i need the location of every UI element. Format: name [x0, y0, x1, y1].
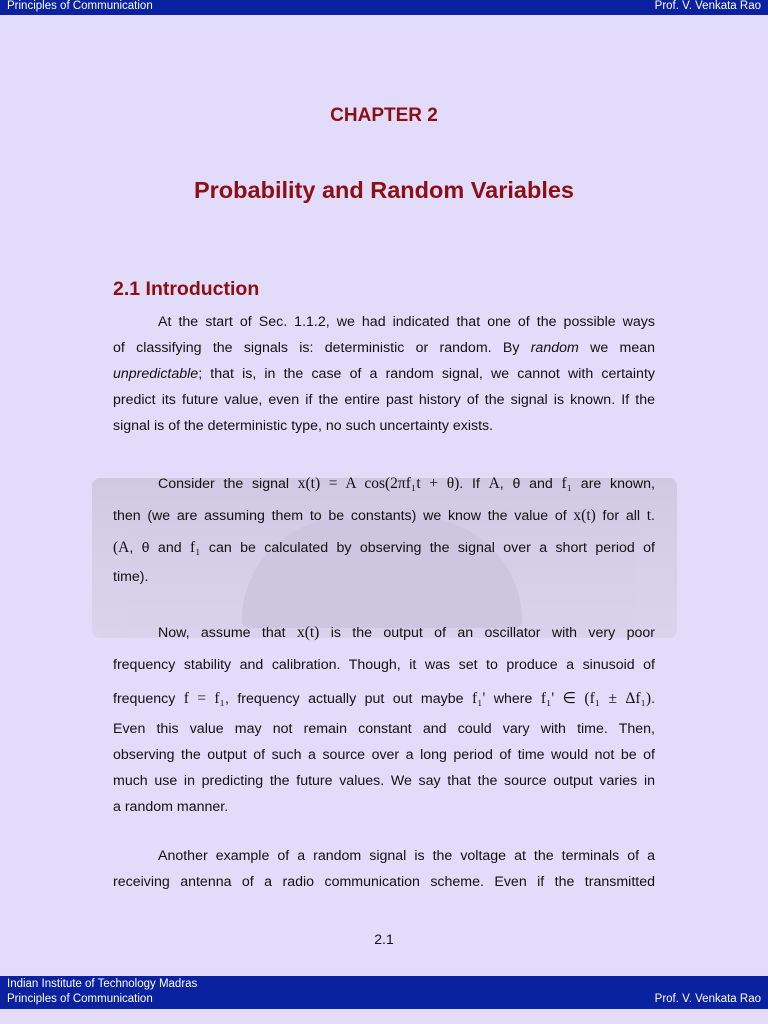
text-line: predict its future value, even if the entire past history of the signal is known. If the — [113, 392, 655, 408]
text-line: Even this value may not remain constant and could vary with time. Then, — [113, 721, 655, 737]
paragraph-2 — [113, 467, 655, 590]
paragraph-3 — [113, 617, 655, 820]
paragraph-1 — [113, 309, 655, 439]
chapter-label: CHAPTER 2 — [330, 105, 438, 126]
bottom-footer-bar — [0, 976, 768, 1009]
text-line: unpredictable; that is, in the case of a random signal, we cannot with certainty — [113, 366, 655, 382]
text-line: frequency f = f₁, frequency actually put out maybe f₁' where f₁' ∈ (f₁ ± Δf₁). — [113, 690, 656, 707]
text-line: of classifying the signals is: deterministic or random. By random we mean — [113, 340, 655, 356]
text-line: time). — [113, 569, 149, 585]
text-line: a random manner. — [113, 799, 229, 815]
paragraph-4 — [113, 843, 655, 895]
text-line: (A, θ and f₁ can be calculated by observing the signal over a short period of — [113, 539, 655, 556]
text-line: signal is of the deterministic type, no such uncertainty exists. — [113, 418, 494, 434]
text-line: receiving antenna of a radio communication scheme. Even if the transmitted — [113, 874, 655, 890]
equation: x(t) = A cos(2πf₁t + θ) — [297, 475, 460, 492]
text-line: Consider the signal x(t) = A cos(2πf₁t + θ). If A, θ and f₁ are known, — [158, 475, 655, 492]
top-header-bar — [0, 0, 768, 15]
footer-author: Prof. V. Venkata Rao — [654, 993, 761, 1005]
footer-institute: Indian Institute of Technology Madras — [7, 978, 198, 990]
section-heading: 2.1 Introduction — [113, 278, 260, 300]
text-line: observing the output of such a source over a long period of time would not be of — [113, 747, 655, 763]
header-course-title: Principles of Communication — [7, 0, 153, 12]
text-line: much use in predicting the future values. We say that the source output varies in — [113, 773, 655, 789]
text-line: frequency stability and calibration. Though, it was set to produce a sinusoid of — [113, 657, 655, 673]
page-number: 2.1 — [374, 931, 394, 947]
chapter-title: Probability and Random Variables — [193, 177, 575, 203]
header-author: Prof. V. Venkata Rao — [654, 0, 761, 12]
footer-course-title: Principles of Communication — [7, 993, 153, 1005]
text-line: Another example of a random signal is the voltage at the terminals of a — [158, 848, 655, 864]
text-line: then (we are assuming them to be constants) we know the value of x(t) for all t. — [113, 507, 655, 524]
text-line: At the start of Sec. 1.1.2, we had indicated that one of the possible ways — [158, 314, 655, 330]
text-line: Now, assume that x(t) is the output of an oscillator with very poor — [158, 624, 655, 641]
